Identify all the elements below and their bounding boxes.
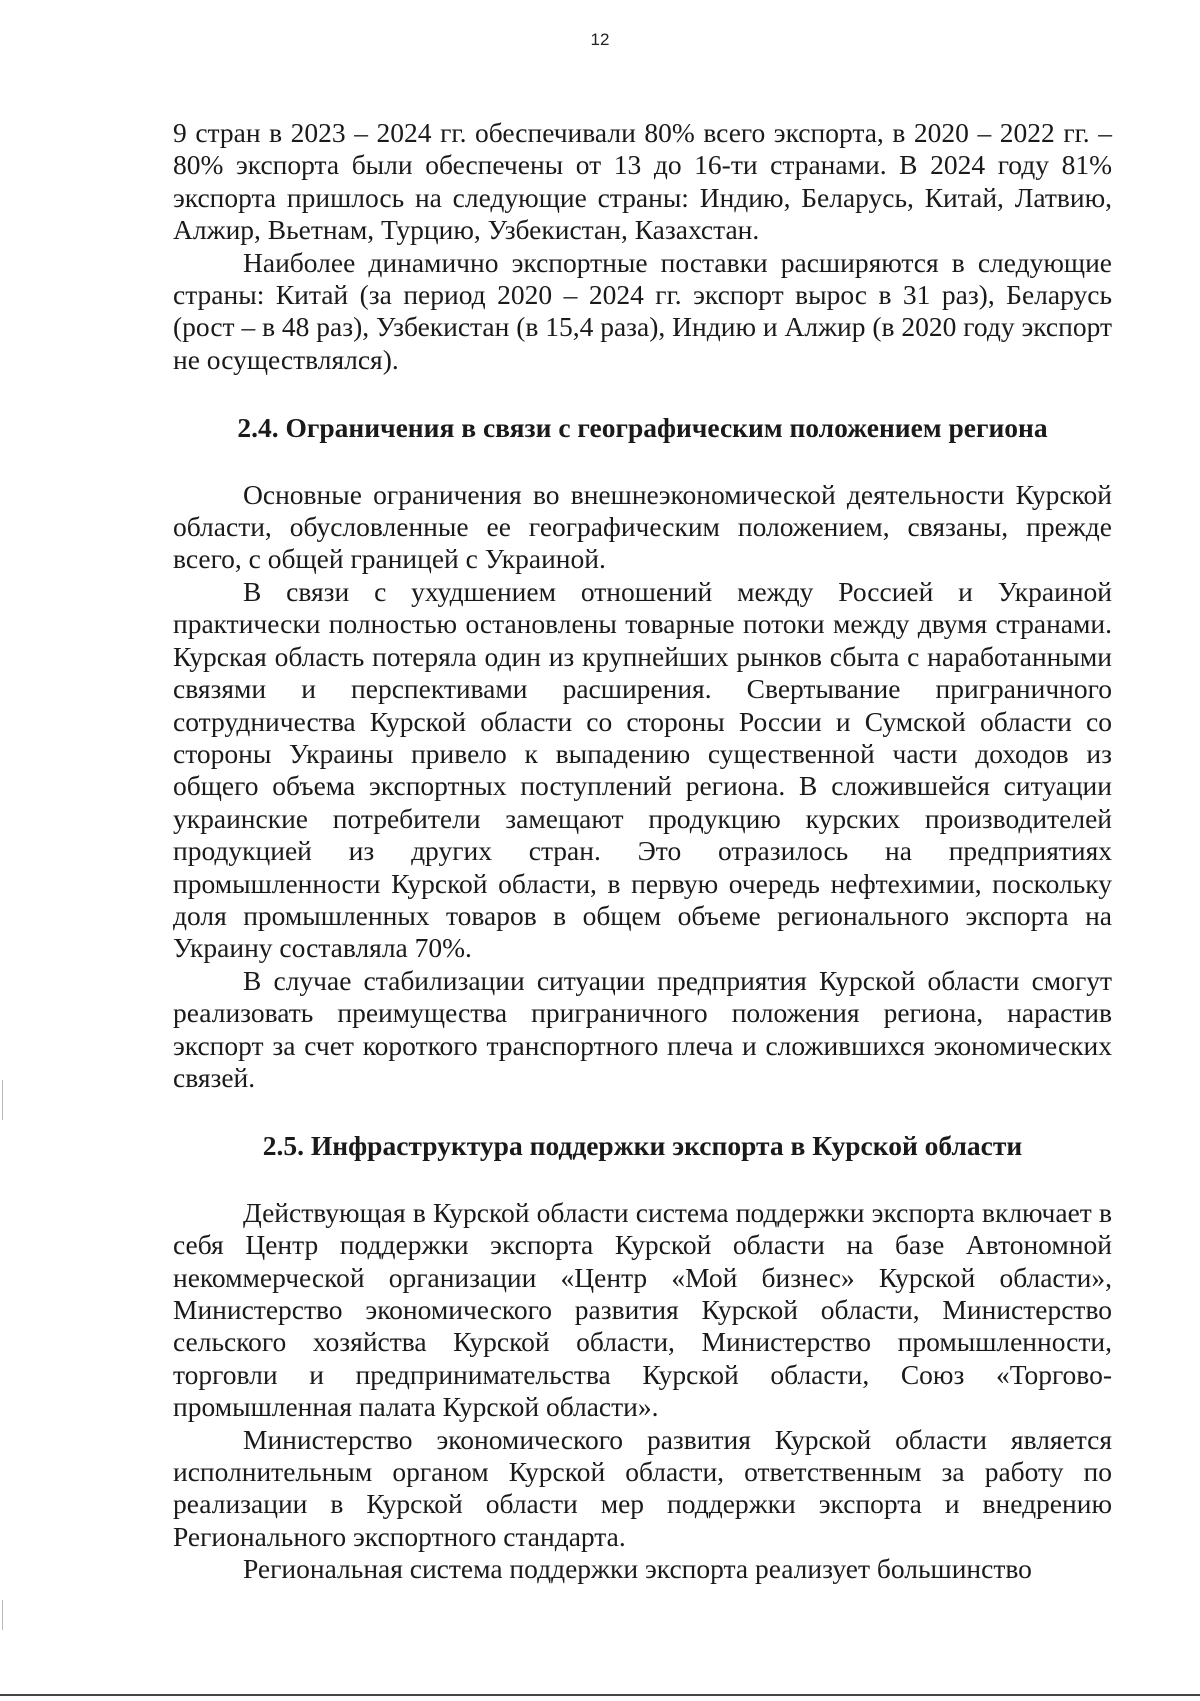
paragraph-export-dynamics: Наиболее динамично экспортные поставки расширяются в следующие страны: Китай (за период 2020 – 2024 гг. экспорт вырос в 31 раз), Беларусь (рост – в 48 раз), Узбекистан (в 15,4 раза), Индию и Алжир (в 2020 году экспорт не осуществлялся). [173, 246, 1113, 375]
section-2-4-paragraph: Основные ограничения во внешнеэкономической деятельности Курской области, обусловленные ее географическим положением, связаны, прежде всего, с общей границей с Украиной. [173, 478, 1112, 575]
scan-bottom-edge [0, 1694, 1200, 1696]
page-number: 12 [590, 30, 610, 49]
paragraph-export-countries: 9 стран в 2023 – 2024 гг. обеспечивали 80% всего экспорта, в 2020 – 2022 гг. – 80% экспорта были обеспечены от 13 до 16-ти странами. В 2024 году 81% экспорта пришлось на следующие страны: Индию, Беларусь, Китай, Латвию, Алжир, Вьетнам, Турцию, Узбекистан, Казахстан. [173, 117, 1112, 246]
section-2-4-heading: 2.4. Ограничения в связи с географическим положением региона [237, 412, 1048, 444]
page-content [173, 117, 1112, 1586]
section-2-4-paragraph: В связи с ухудшением отношений между Россией и Украиной практически полностью остановлены товарные потоки между двумя странами. Курская область потеряла один из крупнейших рынков сбыта с наработанными связями и перспективами расширения. Свертывание приграничного сотрудничества Курской области со стороны России и Сумской области со стороны Украины привело к выпадению существенной части доходов из общего объема экспортных поступлений региона. В сложившейся ситуации украинские потребители замещают продукцию курских производителей продукцией из других стран. Это отразилось на предприятиях промышленности Курской области, в первую очередь нефтехимии, поскольку доля промышленных товаров в общем объеме регионального экспорта на Украину составляла 70%. [173, 575, 1112, 964]
scan-edge-mark [2, 1600, 3, 1630]
section-2-5-paragraph: Министерство экономического развития Курской области является исполнительным органом Курской области, ответственным за работу по реализации в Курской области мер поддержки экспорта и внедрению Регионального экспортного стандарта. [173, 1423, 1112, 1552]
scan-edge-mark [2, 1080, 3, 1120]
section-2-5-heading: 2.5. Инфраструктура поддержки экспорта в Курской области [262, 1130, 1023, 1162]
section-2-5-paragraph: Региональная система поддержки экспорта реализует большинство [243, 1553, 1032, 1585]
section-2-4-paragraph: В случае стабилизации ситуации предприятия Курской области смогут реализовать преимущества приграничного положения региона, нарастив экспорт за счет короткого транспортного плеча и сложившихся экономических связей. [173, 964, 1112, 1093]
section-2-5-paragraph: Действующая в Курской области система поддержки экспорта включает в себя Центр поддержки экспорта Курской области на базе Автономной некоммерческой организации «Центр «Мой бизнес» Курской области», Министерство экономического развития Курской области, Министерство сельского хозяйства Курской области, Министерство промышленности, торговли и предпринимательства Курской области, Союз «Торгово-промышленная палата Курской области». [173, 1196, 1112, 1423]
